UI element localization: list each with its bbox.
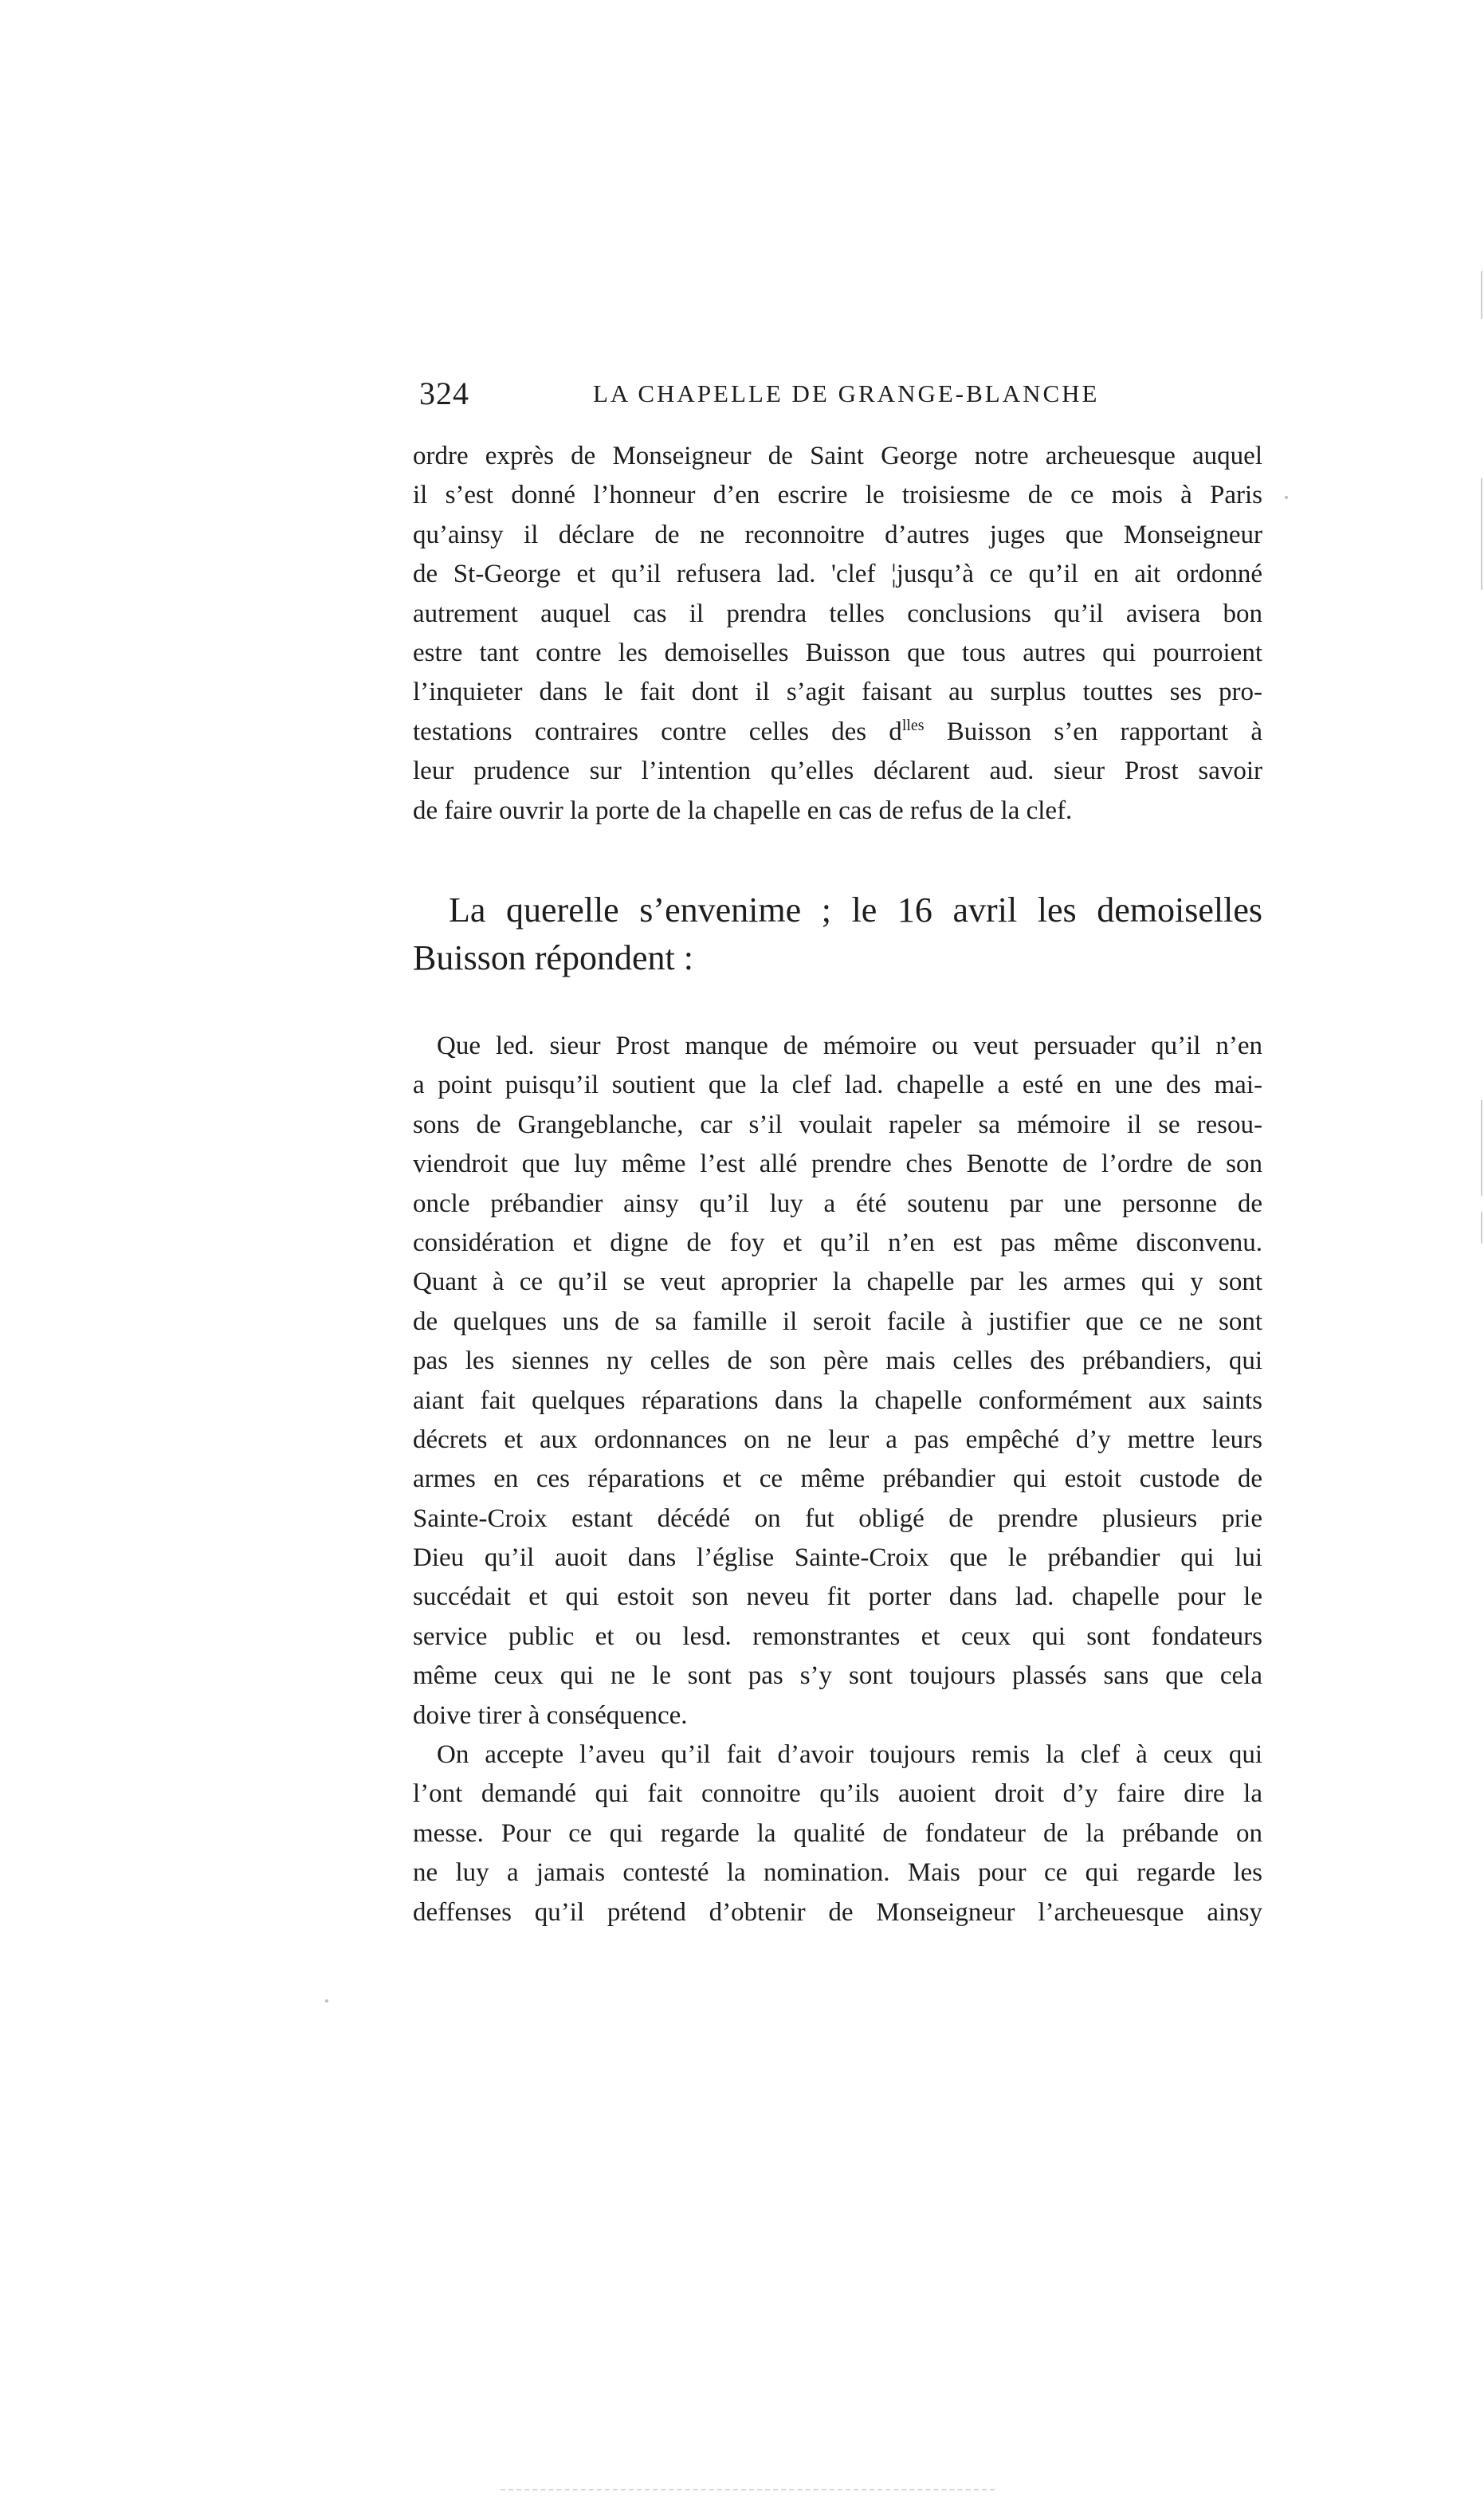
- scan-edge-mark: [1481, 271, 1482, 319]
- text-line: de St-George et qu’il refusera lad. 'clef ¦jusqu’à ce qu’il en ait ordonné: [413, 560, 1262, 589]
- text-line: qu’ainsy il déclare de ne reconnoitre d’autres juges que Monseigneur: [413, 520, 1262, 549]
- text-line: armes en ces réparations et ce même prébandier qui estoit custode de: [413, 1464, 1262, 1494]
- text-line: [413, 713, 1262, 752]
- text-line: l’inquieter dans le fait dont il s’agit faisant au surplus touttes ses pro-: [413, 678, 1262, 707]
- running-title: LA CHAPELLE DE GRANGE-BLANCHE: [593, 379, 1100, 407]
- text-line: estre tant contre les demoiselles Buisson que tous autres qui pourroient: [413, 638, 1262, 667]
- text-line: Que led. sieur Prost manque de mémoire ou veut persuader qu’il n’en: [437, 1032, 1262, 1060]
- scan-speck: [1285, 496, 1288, 499]
- text-line: succédait et qui estoit son neveu fit porter dans lad. chapelle pour le: [413, 1582, 1262, 1612]
- text-line: deffenses qu’il prétend d’obtenir de Monseigneur l’archeuesque ainsy: [413, 1897, 1262, 1927]
- text-line: messe. Pour ce qui regarde la qualité de fondateur de la prébande on: [413, 1818, 1262, 1848]
- scan-speck: [325, 1999, 328, 2003]
- quoted-document-excerpt-1: [413, 437, 1262, 831]
- text-line: considération et digne de foy et qu’il n’en est pas même disconvenu.: [413, 1228, 1262, 1257]
- text-line: sons de Grangeblanche, car s’il voulait rapeler sa mémoire il se resou-: [413, 1110, 1262, 1139]
- text-line: On accepte l’aveu qu’il fait d’avoir toujours remis la clef à ceux qui: [437, 1740, 1262, 1770]
- scan-edge-mark: [1481, 478, 1482, 590]
- text-line: même ceux qui ne le sont pas s’y sont toujours plassés sans que cela: [413, 1661, 1262, 1691]
- running-head: [419, 375, 1264, 423]
- scan-edge-mark: [1481, 1100, 1482, 1196]
- text-line: doive tirer à conséquence.: [413, 1700, 688, 1730]
- superscript-abbreviation: lles: [901, 716, 925, 734]
- text-line: de quelques uns de sa famille il seroit facile à justifier que ce ne sont: [413, 1307, 1262, 1336]
- text-line: ne luy a jamais contesté la nomination. Mais pour ce qui regarde les: [413, 1858, 1262, 1888]
- scan-bottom-edge: [501, 2489, 995, 2492]
- text-line: autrement auquel cas il prendra telles conclusions qu’il avisera bon: [413, 599, 1262, 628]
- quoted-document-excerpt-2: [413, 1027, 1262, 1932]
- page-number: 324: [419, 375, 469, 411]
- text-segment: testations contraires contre celles des d: [413, 717, 902, 746]
- text-line: Quant à ce qu’il se veut aproprier la chapelle par les armes qui y sont: [413, 1268, 1262, 1297]
- text-line: décrets et aux ordonnances on ne leur a pas empêché d’y mettre leurs: [413, 1425, 1262, 1454]
- text-line: La querelle s’envenime ; le 16 avril les demoiselles: [449, 890, 1262, 930]
- narrative-paragraph: [413, 886, 1262, 982]
- text-line: viendroit que luy même l’est allé prendre ches Benotte de l’ordre de son: [413, 1150, 1262, 1179]
- text-line: pas les siennes ny celles de son père mais celles des prébandiers, qui: [413, 1346, 1262, 1376]
- text-line: service public et ou lesd. remonstrantes et ceux qui sont fondateurs: [413, 1621, 1262, 1651]
- text-line: oncle prébandier ainsy qu’il luy a été soutenu par une personne de: [413, 1189, 1262, 1218]
- text-line: aiant fait quelques réparations dans la chapelle conformément aux saints: [413, 1386, 1262, 1415]
- scan-edge-mark: [1481, 1212, 1482, 1244]
- text-line: Sainte-Croix estant décédé on fut obligé de prendre plusieurs prie: [413, 1504, 1262, 1533]
- text-line: Dieu qu’il auoit dans l’église Sainte-Croix que le prébandier qui lui: [413, 1543, 1262, 1573]
- text-line: il s’est donné l’honneur d’en escrire le troisiesme de ce mois à Paris: [413, 481, 1262, 510]
- text-line: l’ont demandé qui fait connoitre qu’ils auoient droit d’y faire dire la: [413, 1779, 1262, 1809]
- text-line: Buisson répondent :: [413, 938, 693, 977]
- text-segment: Buisson s’en rapportant à: [924, 717, 1262, 746]
- text-line: leur prudence sur l’intention qu’elles déclarent aud. sieur Prost savoir: [413, 757, 1262, 786]
- text-line: de faire ouvrir la porte de la chapelle en cas de refus de la clef.: [413, 796, 1073, 825]
- text-line: a point puisqu’il soutient que la clef lad. chapelle a esté en une des mai-: [413, 1071, 1262, 1100]
- text-line: ordre exprès de Monseigneur de Saint George notre archeuesque auquel: [413, 442, 1262, 470]
